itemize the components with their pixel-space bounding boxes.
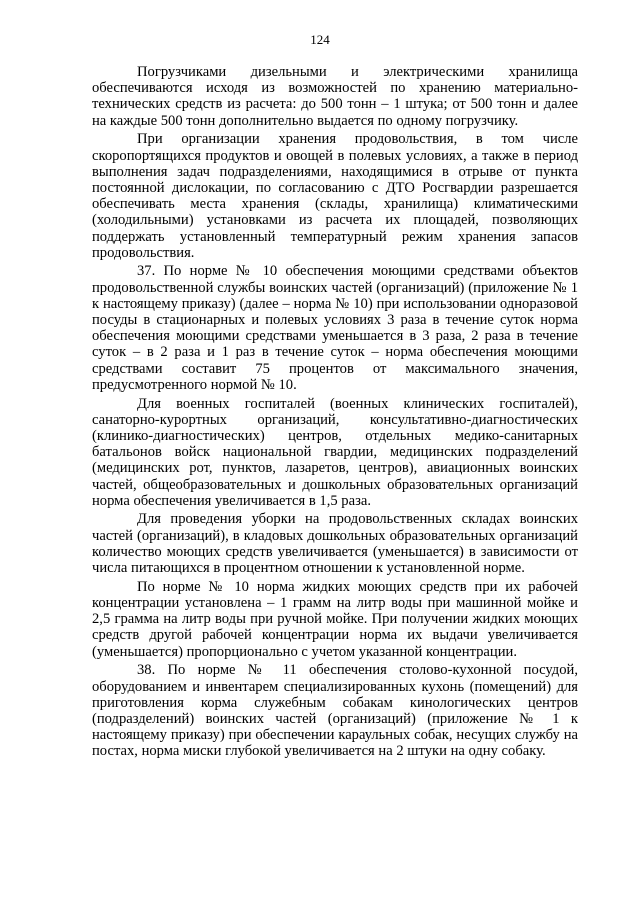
paragraph-food-storage: При организации хранения продовольствия, в том числе скоропортящихся продуктов и овощей в полевых условиях, а также в период выполнения задач подразделениями, находящимися в отрыве от пункта постоянной дислокации, по согласованию с ДТО Росгвардии разрешается обеспечивать места хранения (склады, хранилища) климатическими (холодильными) установками из расчета их площадей, позволяющих поддержать установленный температурный режим хранения запасов продовольствия. bbox=[92, 131, 578, 261]
paragraph-item-37: 37. По норме № 10 обеспечения моющими средствами объектов продовольственной службы воинских частей (организаций) (приложение № 1 к настоящему приказу) (далее – норма № 10) при использовании одноразовой посуды в стационарных и полевых условиях 3 раза в течение суток норма обеспечения моющими средствами уменьшается в 3 раза, 2 раза в течение суток – в 2 раза и 1 раз в течение суток – норма обеспечения моющими средствами составит 75 процентов от максимального значения, предусмотренного нормой № 10. bbox=[92, 263, 578, 393]
paragraph-liquid-detergents: По норме № 10 норма жидких моющих средств при их рабочей концентрации установлена – 1 грамм на литр воды при машинной мойке и 2,5 грамма на литр воды при ручной мойке. При получении жидких моющих средств другой рабочей концентрации норма их выдачи увеличивается (уменьшается) пропорционально с учетом указанной концентрации. bbox=[92, 578, 578, 660]
paragraph-hospitals: Для военных госпиталей (военных клинических госпиталей), санаторно-курортных организаций, консультативно-диагностических (клинико-диагностических) центров, отдельных медико-санитарных батальонов войск национальной гвардии, медицинских подразделений (медицинских рот, пунктов, лазаретов, центров), авиационных воинских частей, общеобразовательных и дошкольных образовательных организаций норма обеспечения увеличивается в 1,5 раза. bbox=[92, 395, 578, 509]
paragraph-cleaning: Для проведения уборки на продовольственных складах воинских частей (организаций), в кладовых дошкольных образовательных организаций количество моющих средств увеличивается (уменьшается) в зависимости от числа питающихся в процентном отношении к установленной норме. bbox=[92, 511, 578, 577]
paragraph-item-38: 38. По норме № 11 обеспечения столово-кухонной посудой, оборудованием и инвентарем специализированных кухонь (помещений) для приготовления корма служебным собакам кинологических центров (подразделений) воинских частей (организаций) (приложение № 1 к настоящему приказу) при обеспечении караульных собак, несущих службу на постах, норма миски глубокой увеличивается на 2 штуки на одну собаку. bbox=[92, 662, 578, 760]
document-body bbox=[92, 64, 578, 762]
page-number: 124 bbox=[310, 32, 330, 47]
paragraph-loaders: Погрузчиками дизельными и электрическими хранилища обеспечиваются исходя из возможностей по хранению материально-технических средств из расчета: до 500 тонн – 1 штука; от 500 тонн и далее на каждые 500 тонн дополнительно выдается по одному погрузчику. bbox=[92, 64, 578, 129]
